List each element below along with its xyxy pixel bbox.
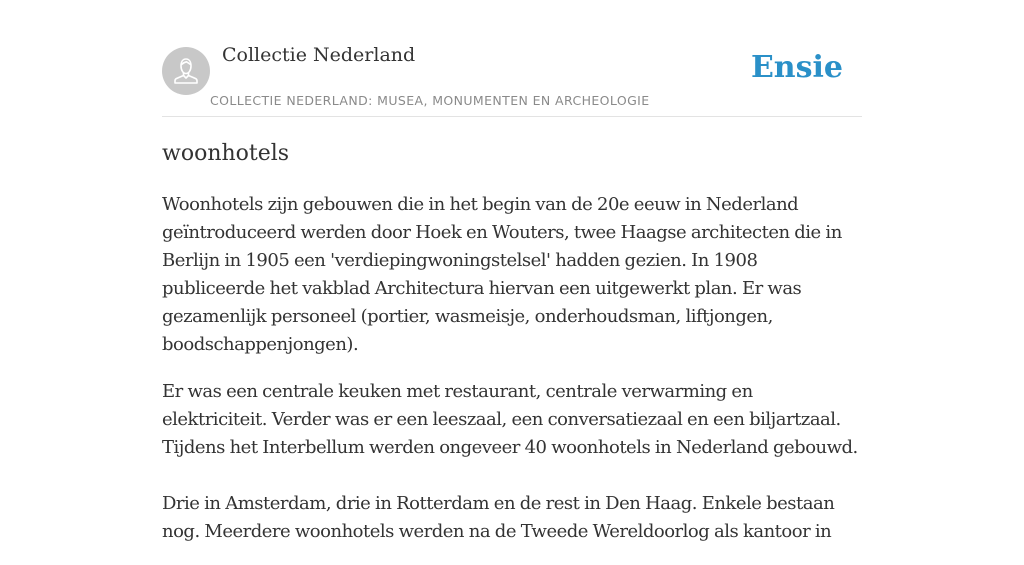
- ensie-logo[interactable]: Ensie: [750, 50, 843, 85]
- article: [162, 138, 862, 565]
- user-silhouette-icon: [162, 47, 210, 95]
- collection-subtitle-link[interactable]: COLLECTIE NEDERLAND: MUSEA, MONUMENTEN EN ARCHEOLOGIE: [210, 93, 650, 108]
- article-paragraph-2: Er was een centrale keuken met restaurant, centrale verwarming en elektriciteit. Verder was er een leeszaal, een conversatiezaal en een biljartzaal. Tijdens het Interbellum werden ongeveer 40 woonhotels in Nederland gebouwd. Drie in Amsterdam, drie in Rotterdam en de rest in Den Haag. Enkele bestaan nog. Meerdere woonhotels werden na de Tweede Wereldoorlog als kantoor in: [162, 381, 858, 542]
- author-link[interactable]: Collectie Nederland: [222, 44, 416, 66]
- user-avatar-icon[interactable]: [162, 47, 210, 95]
- header: [162, 0, 862, 117]
- article-paragraph-1: Woonhotels zijn gebouwen die in het begin van de 20e eeuw in Nederland geïntroduceerd werden door Hoek en Wouters, twee Haagse architecten die in Berlijn in 1905 een 'verdiepingwoningstelsel' hadden gezien. In 1908 publiceerde het vakblad Architectura hiervan een uitgewerkt plan. Er was gezamenlijk personeel (portier, wasmeisje, onderhoudsman, liftjongen, boodschappenjongen).: [162, 194, 842, 355]
- article-title: woonhotels: [162, 141, 290, 166]
